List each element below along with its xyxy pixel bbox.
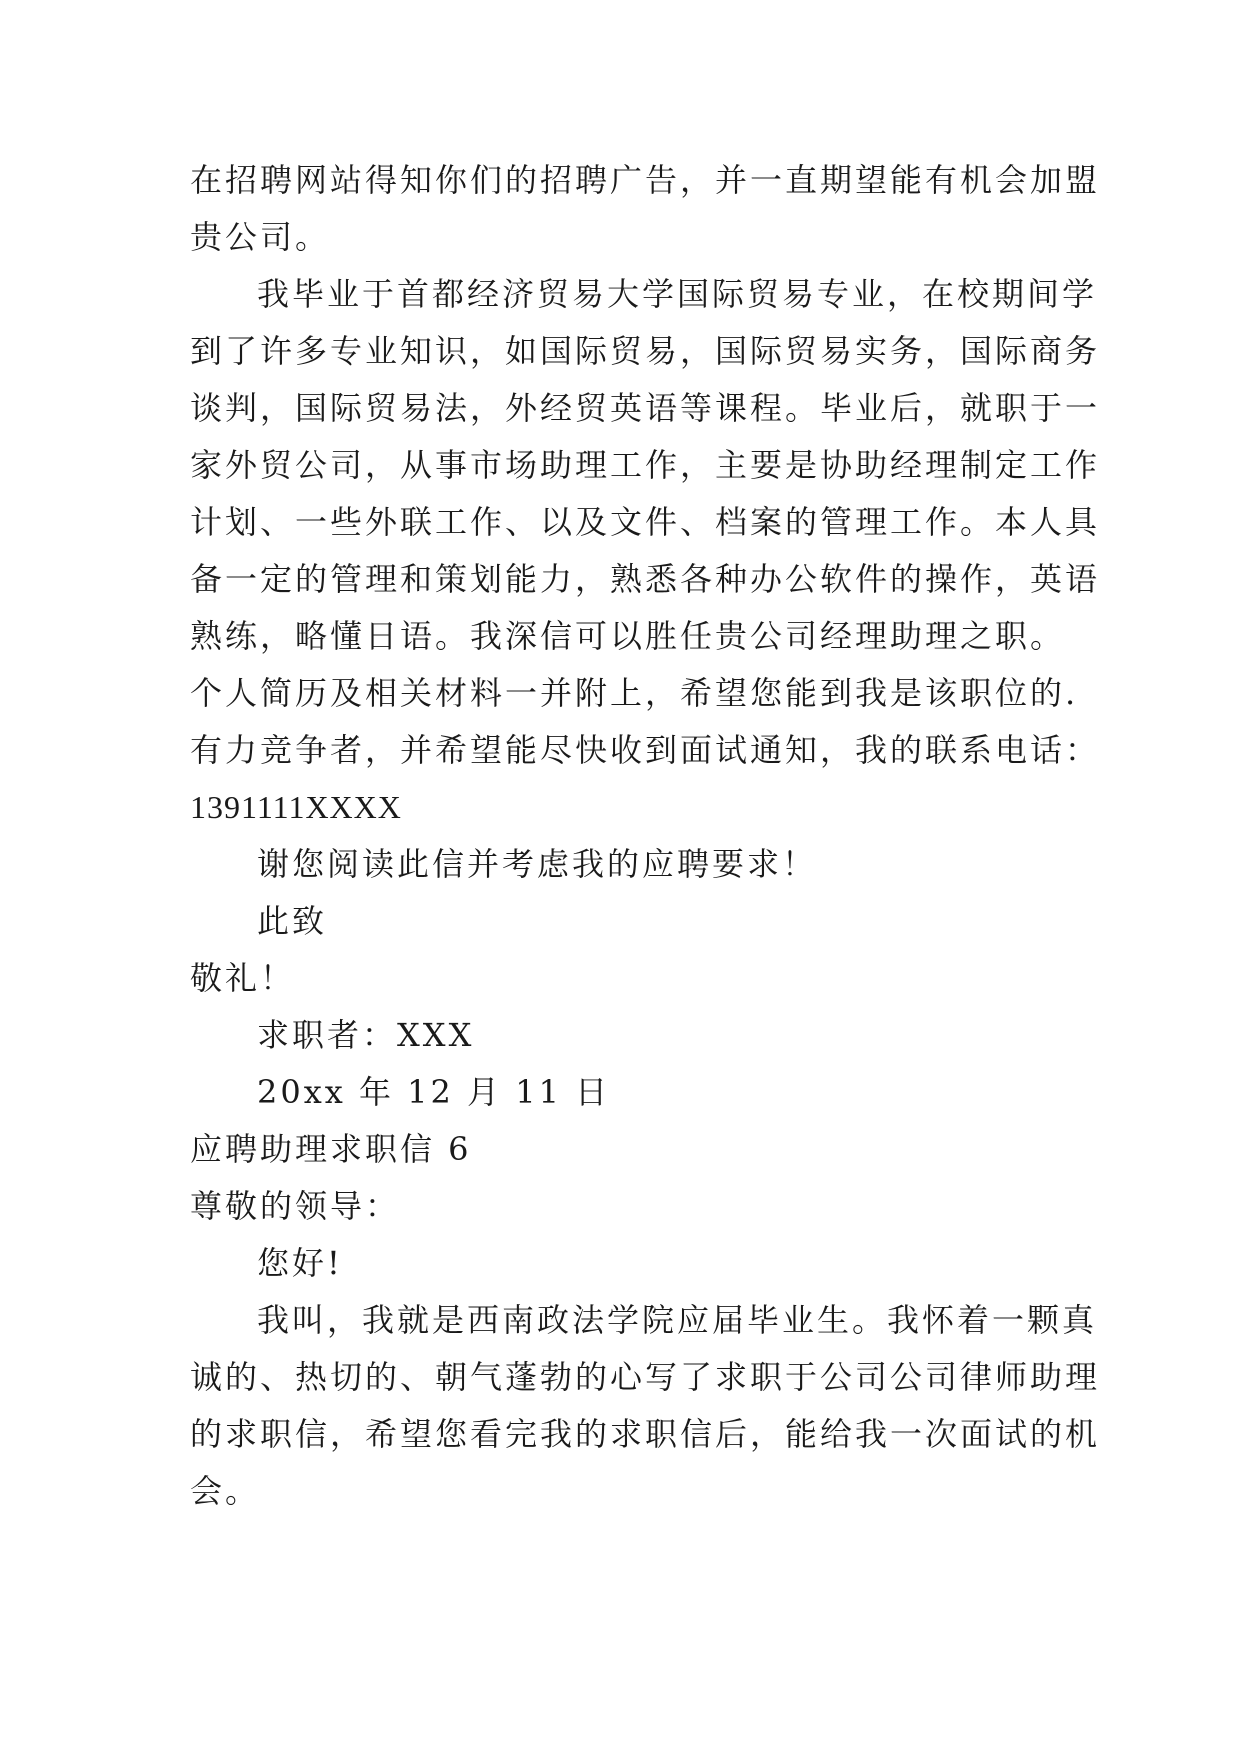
body-line: 备一定的管理和策划能力，熟悉各种办公软件的操作，英语 bbox=[190, 560, 1101, 598]
body-line: 我叫，我就是西南政法学院应届毕业生。我怀着一颗真 bbox=[257, 1301, 1098, 1339]
body-line: 诚的、热切的、朝气蓬勃的心写了求职于公司公司律师助理 bbox=[190, 1358, 1101, 1396]
body-line: 我毕业于首都经济贸易大学国际贸易专业，在校期间学 bbox=[257, 275, 1098, 313]
body-line: 贵公司。 bbox=[190, 218, 331, 256]
body-line: 谈判，国际贸易法，外经贸英语等课程。毕业后，就职于一 bbox=[190, 389, 1101, 427]
body-line: 的求职信，希望您看完我的求职信后，能给我一次面试的机 bbox=[190, 1415, 1101, 1453]
closing-regards: 敬礼！ bbox=[190, 959, 296, 997]
letter-salutation: 尊敬的领导： bbox=[190, 1187, 401, 1225]
closing-salutation: 此致 bbox=[257, 902, 328, 940]
letter-greeting: 您好! bbox=[257, 1244, 343, 1282]
signature-applicant: 求职者：XXX bbox=[257, 1016, 475, 1054]
body-line: 计划、一些外联工作、以及文件、档案的管理工作。本人具 bbox=[190, 503, 1101, 541]
body-line: 到了许多专业知识，如国际贸易，国际贸易实务，国际商务 bbox=[190, 332, 1101, 370]
section-heading: 应聘助理求职信 6 bbox=[190, 1130, 472, 1168]
signature-date: 20xx 年 12 月 11 日 bbox=[257, 1073, 611, 1111]
body-line: 个人简历及相关材料一并附上，希望您能到我是该职位的. bbox=[190, 674, 1079, 712]
body-line: 熟练，略懂日语。我深信可以胜任贵公司经理助理之职。 bbox=[190, 617, 1066, 655]
closing-thanks: 谢您阅读此信并考虑我的应聘要求！ bbox=[257, 845, 818, 883]
body-line: 在招聘网站得知你们的招聘广告，并一直期望能有机会加盟 bbox=[190, 161, 1101, 199]
body-line: 家外贸公司，从事市场助理工作，主要是协助经理制定工作 bbox=[190, 446, 1101, 484]
document-body bbox=[190, 152, 1101, 1520]
body-line: 会。 bbox=[190, 1472, 261, 1510]
phone-number: 1391111XXXX bbox=[190, 789, 402, 825]
body-line: 有力竞争者，并希望能尽快收到面试通知，我的联系电话： bbox=[190, 731, 1101, 769]
